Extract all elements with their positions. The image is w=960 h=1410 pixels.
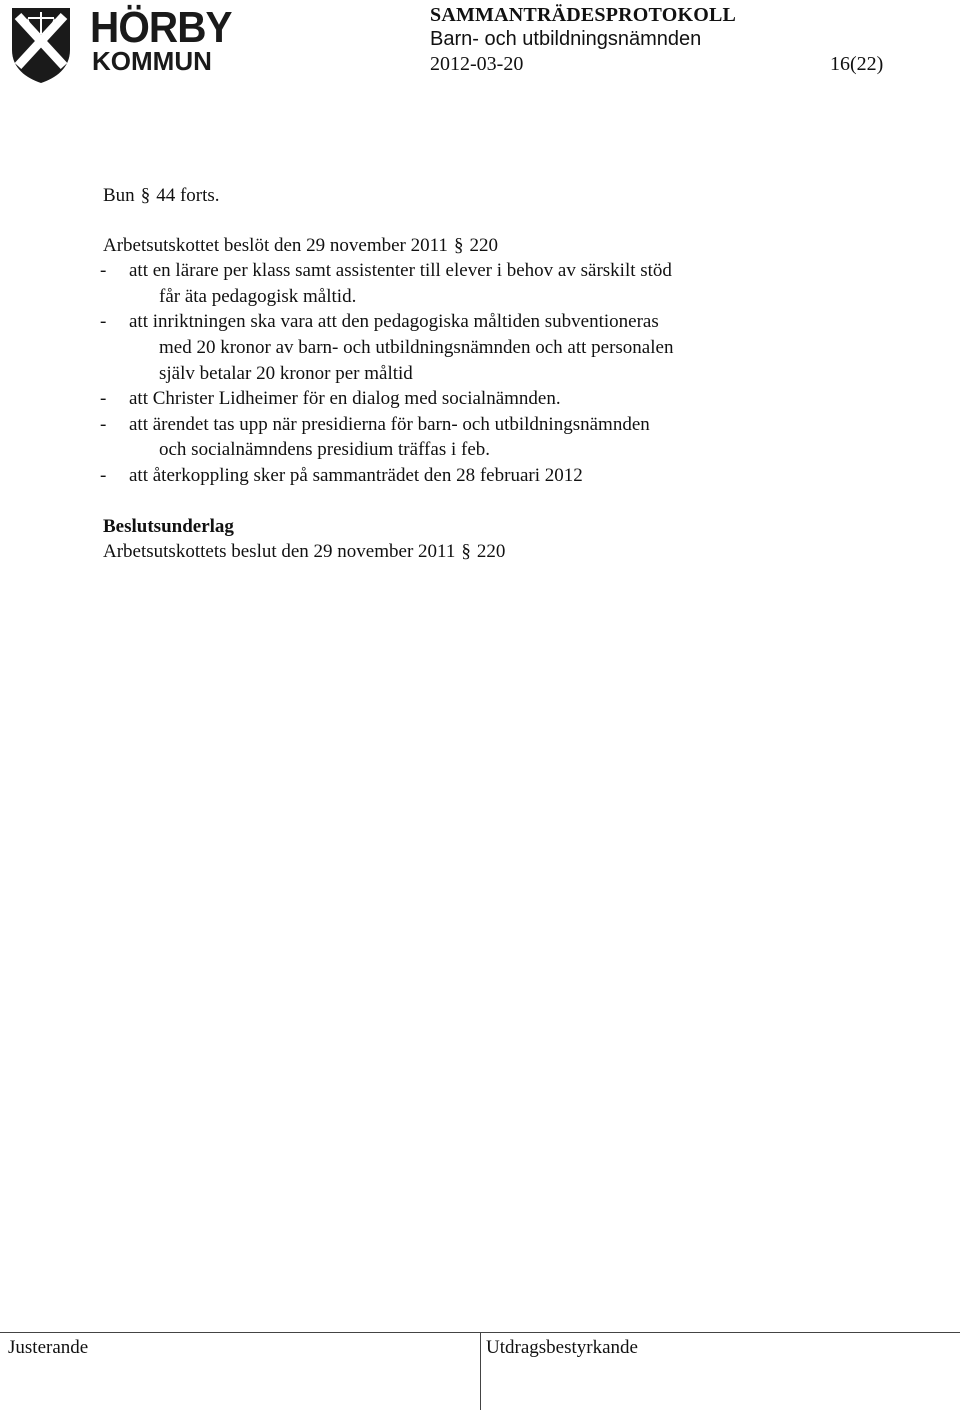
- footer-column-divider: [480, 1332, 481, 1410]
- bullet-dash: -: [100, 464, 107, 486]
- intro-number: 220: [469, 234, 498, 256]
- document-title: SAMMANTRÄDESPROTOKOLL: [430, 4, 737, 26]
- list-item-line: själv betalar 20 kronor per måltid: [159, 362, 413, 384]
- basis-text: Arbetsutskottets beslut den 29 november 2011: [103, 541, 456, 563]
- list-item: [100, 386, 803, 412]
- section-sign: §: [140, 185, 151, 206]
- page-number: 16(22): [830, 53, 884, 75]
- bullet-dash: -: [100, 311, 107, 333]
- intro-text: Arbetsutskottet beslöt den 29 november 2011: [103, 234, 448, 256]
- section-heading: Beslutsunderlag: [103, 515, 234, 537]
- section-sign: §: [453, 234, 464, 256]
- list-item-line: med 20 kronor av barn- och utbildningsnämnden och att personalen: [159, 336, 674, 358]
- bullet-dash: -: [100, 413, 107, 435]
- list-item-line: att ärendet tas upp när presidierna för barn- och utbildningsnämnden: [129, 413, 650, 435]
- list-item-line: att återkoppling sker på sammanträdet den 28 februari 2012: [129, 464, 583, 486]
- intro-line: [103, 233, 803, 259]
- list-item-line: att Christer Lidheimer för en dialog med socialnämnden.: [129, 388, 561, 410]
- ref-prefix: Bun: [103, 185, 135, 206]
- list-item: [100, 258, 803, 309]
- bullet-dash: -: [100, 260, 107, 282]
- ref-suffix: 44 forts.: [156, 185, 220, 206]
- list-item: [100, 463, 803, 489]
- list-item-line: att inriktningen ska vara att den pedagogiska måltiden subventioneras: [129, 311, 659, 333]
- logo-line-2: KOMMUN: [92, 46, 212, 76]
- meeting-date: 2012-03-20: [430, 53, 524, 75]
- section-reference: [103, 183, 803, 209]
- bullet-dash: -: [100, 388, 107, 410]
- committee-name: Barn- och utbildningsnämnden: [430, 28, 702, 50]
- coat-of-arms-icon: [10, 6, 72, 84]
- section-sign: §: [461, 541, 471, 563]
- municipality-logo: [10, 3, 232, 86]
- basis-line: [103, 539, 803, 565]
- list-item: [100, 412, 803, 463]
- signature-field-utdragsbestyrkande: Utdragsbestyrkande: [486, 1337, 638, 1358]
- list-item-line: och socialnämndens presidium träffas i feb.: [159, 439, 490, 461]
- protocol-body: [100, 183, 803, 565]
- list-item-line: får äta pedagogisk måltid.: [159, 285, 357, 307]
- list-item: [100, 309, 803, 386]
- basis-number: 220: [476, 541, 506, 563]
- logo-line-1: HÖRBY: [90, 3, 232, 52]
- signature-field-justerande: Justerande: [8, 1337, 89, 1358]
- list-item-line: att en lärare per klass samt assistenter till elever i behov av särskilt stöd: [129, 260, 672, 282]
